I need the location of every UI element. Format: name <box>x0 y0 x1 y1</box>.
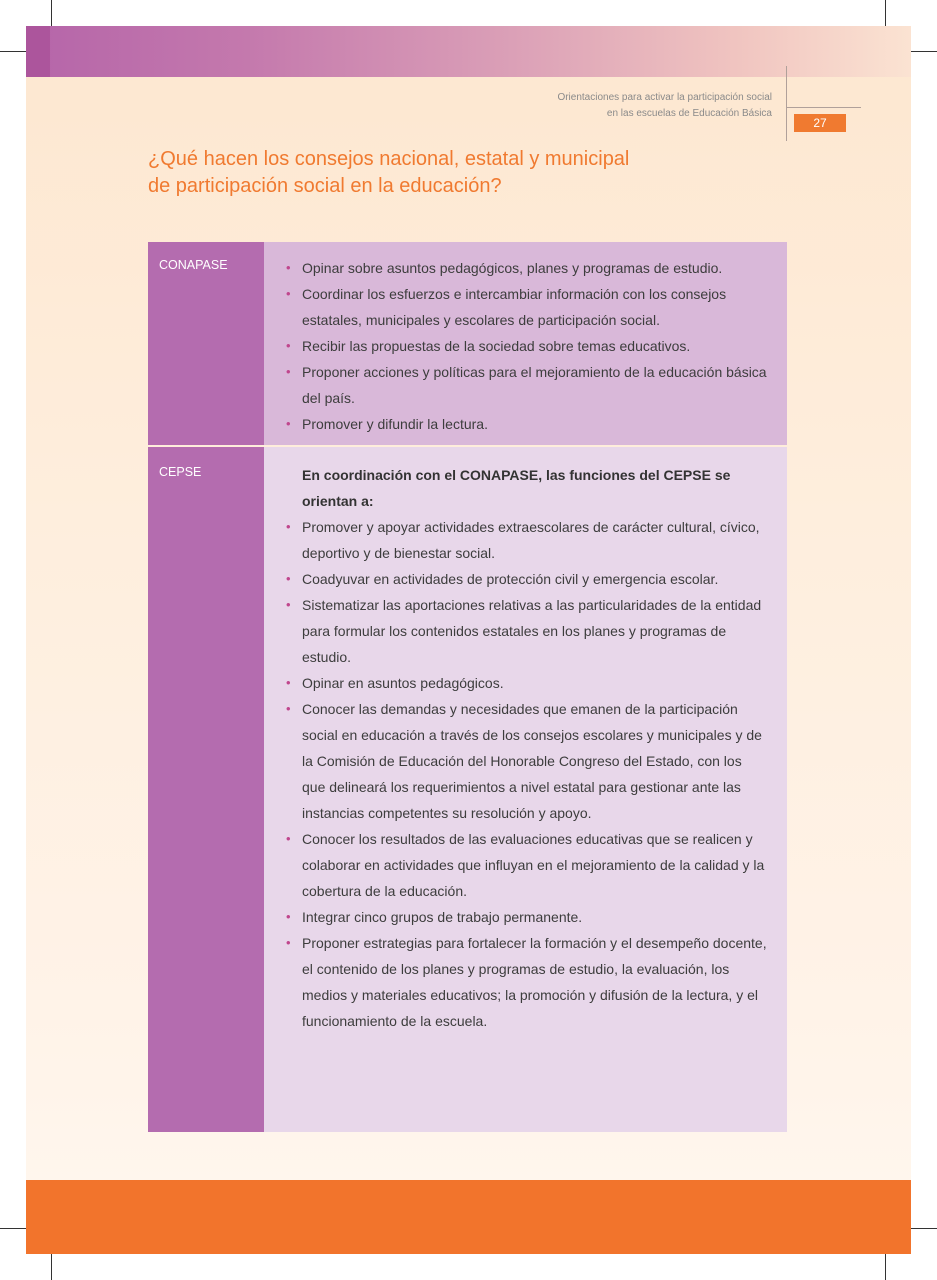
title-line2: de participación social en la educación? <box>148 175 502 197</box>
list-item: • Recibir las propuestas de la sociedad sobre temas educativos. <box>286 333 767 359</box>
crop-mark <box>885 0 886 26</box>
header-divider-vertical <box>786 66 787 141</box>
table-row-cepse <box>148 447 787 1132</box>
list-item: • Opinar en asuntos pedagógicos. <box>286 670 767 696</box>
table-row-conapase <box>148 242 787 445</box>
crop-mark <box>0 51 26 52</box>
crop-mark <box>911 51 937 52</box>
page-number: 27 <box>794 114 846 132</box>
running-head <box>557 90 772 122</box>
list-item: • Sistematizar las aportaciones relativas a las particularidades de la entidad para formular los contenidos estatales en los planes y programas de estudio. <box>286 592 767 670</box>
list-item: • Proponer acciones y políticas para el mejoramiento de la educación básica del país. <box>286 359 767 411</box>
crop-mark <box>0 1228 26 1229</box>
row-content-conapase <box>264 242 787 445</box>
row-label-conapase: CONAPASE <box>148 242 264 445</box>
running-head-line1: Orientaciones para activar la participación social <box>557 92 772 103</box>
cepse-intro: En coordinación con el CONAPASE, las funciones del CEPSE se orientan a: <box>302 467 731 509</box>
list-item: • Integrar cinco grupos de trabajo permanente. <box>286 904 767 930</box>
cepse-list <box>286 514 767 1034</box>
page-title <box>148 146 748 200</box>
list-item: • Opinar sobre asuntos pedagógicos, planes y programas de estudio. <box>286 255 767 281</box>
list-item: • Conocer los resultados de las evaluaciones educativas que se realicen y colaborar en actividades que influyan en el mejoramiento de la calidad y la cobertura de la educación. <box>286 826 767 904</box>
running-head-line2: en las escuelas de Educación Básica <box>606 108 772 119</box>
list-item: • Promover y difundir la lectura. <box>286 411 767 437</box>
top-color-band <box>26 26 911 77</box>
list-item: • Promover y apoyar actividades extraescolares de carácter cultural, cívico, deportivo y de bienestar social. <box>286 514 767 566</box>
title-line1: ¿Qué hacen los consejos nacional, estatal y municipal <box>148 148 630 170</box>
crop-mark <box>51 1254 52 1280</box>
councils-table <box>148 242 787 1132</box>
bottom-color-band <box>26 1180 911 1254</box>
row-content-cepse <box>264 447 787 1132</box>
header-divider-horizontal <box>786 107 861 108</box>
top-band-tab <box>26 26 50 77</box>
page <box>26 26 911 1254</box>
crop-mark <box>51 0 52 26</box>
list-item: • Coadyuvar en actividades de protección civil y emergencia escolar. <box>286 566 767 592</box>
conapase-list <box>286 255 767 437</box>
row-label-cepse: CEPSE <box>148 447 264 1132</box>
list-item: • Proponer estrategias para fortalecer la formación y el desempeño docente, el contenido de los planes y programas de estudio, la evaluación, los medios y materiales educativos; la promoción y difusión de la lectura, y el funcionamiento de la escuela. <box>286 930 767 1034</box>
list-item: • Conocer las demandas y necesidades que emanen de la participación social en educación a través de los consejos escolares y municipales y de la Comisión de Educación del Honorable Congreso del Estado, con los que delineará los requerimientos a nivel estatal para gestionar ante las instancias competentes su resolución y apoyo. <box>286 696 767 826</box>
crop-mark <box>885 1254 886 1280</box>
list-item: • Coordinar los esfuerzos e intercambiar información con los consejos estatales, municipales y escolares de participación social. <box>286 281 767 333</box>
crop-mark <box>911 1228 937 1229</box>
